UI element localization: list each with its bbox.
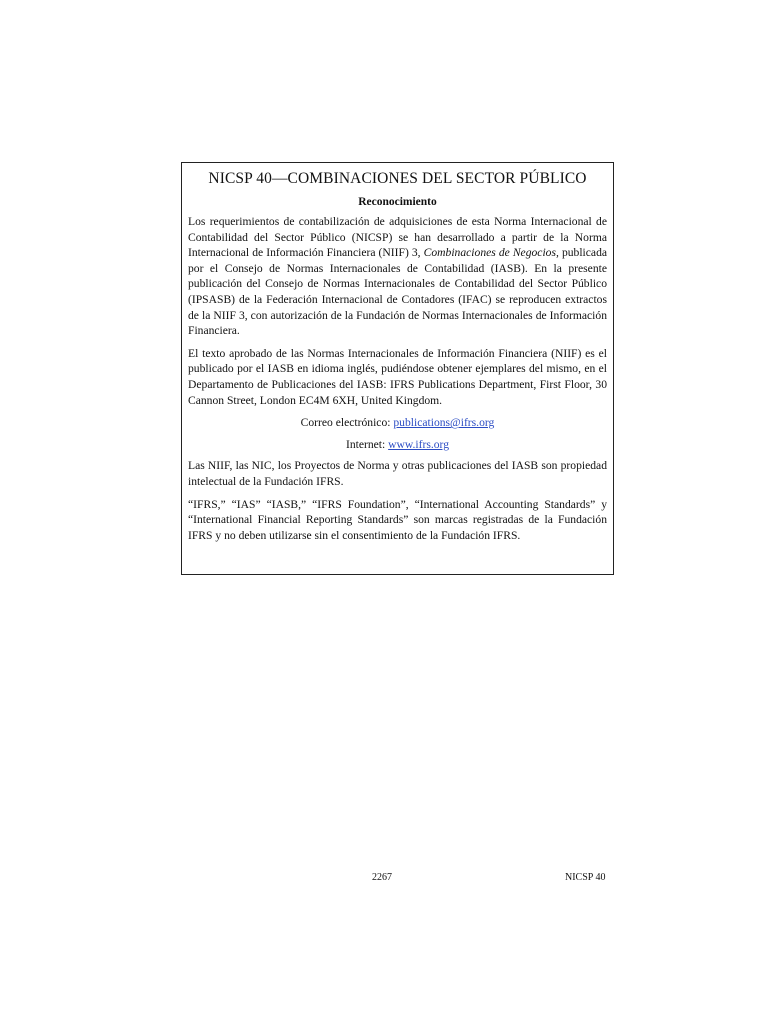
email-line bbox=[188, 415, 607, 431]
paragraph-approved-text: El texto aprobado de las Normas Internacionales de Información Financiera (NIIF) es el publicado por el IASB en idioma inglés, pudiéndose obtener ejemplares del mismo, en el Departamento de Publicaciones del IASB: IFRS Publications Department, First Floor, 30 Cannon Street, London EC4M 6XH, United Kingdom. bbox=[188, 346, 607, 407]
internet-line bbox=[188, 437, 607, 453]
page-number: 2267 bbox=[372, 872, 392, 883]
standard-code: NICSP 40 bbox=[565, 872, 606, 883]
acknowledgement-box bbox=[181, 162, 614, 575]
paragraph-trademarks: “IFRS,” “IAS” “IASB,” “IFRS Foundation”, “International Accounting Standards” y “International Financial Reporting Standards” son marcas registradas de la Fundación IFRS y no deben utilizarse sin el consentimiento de la Fundación IFRS. bbox=[188, 497, 607, 542]
email-label: Correo electrónico: bbox=[300, 416, 394, 430]
document-title: NICSP 40—COMBINACIONES DEL SECTOR PÚBLICO bbox=[208, 170, 587, 187]
paragraph-niif3-extracts bbox=[188, 214, 607, 339]
website-link[interactable]: www.ifrs.org bbox=[388, 437, 450, 451]
standard-name-italic: Combinaciones de Negocios, bbox=[423, 246, 559, 260]
internet-label: Internet: bbox=[345, 437, 389, 451]
paragraph-text: Los requerimientos de contabilización de adquisiciones de esta Norma Internacional de Contabilidad del Sector Público (NICSP) se han desarrollado a partir de la Norma Internacional de Información Financiera (NIIF) 3, bbox=[188, 215, 607, 260]
paragraph-intellectual-property: Las NIIF, las NIC, los Proyectos de Norma y otras publicaciones del IASB son propiedad intelectual de la Fundación IFRS. bbox=[188, 459, 607, 488]
paragraph-text: publicada por el Consejo de Normas Internacionales de Contabilidad (IASB). En la presente publicación del Consejo de Normas Internacionales de Contabilidad del Sector Público (IPSASB) de la Federación Internacional de Contadores (IFAC) se reproducen extractos de la NIIF 3, con autorización de la Fundación de Normas Internacionales de Información Financiera. bbox=[188, 246, 608, 338]
section-subtitle: Reconocimiento bbox=[358, 196, 437, 208]
email-link[interactable]: publications@ifrs.org bbox=[393, 416, 495, 430]
